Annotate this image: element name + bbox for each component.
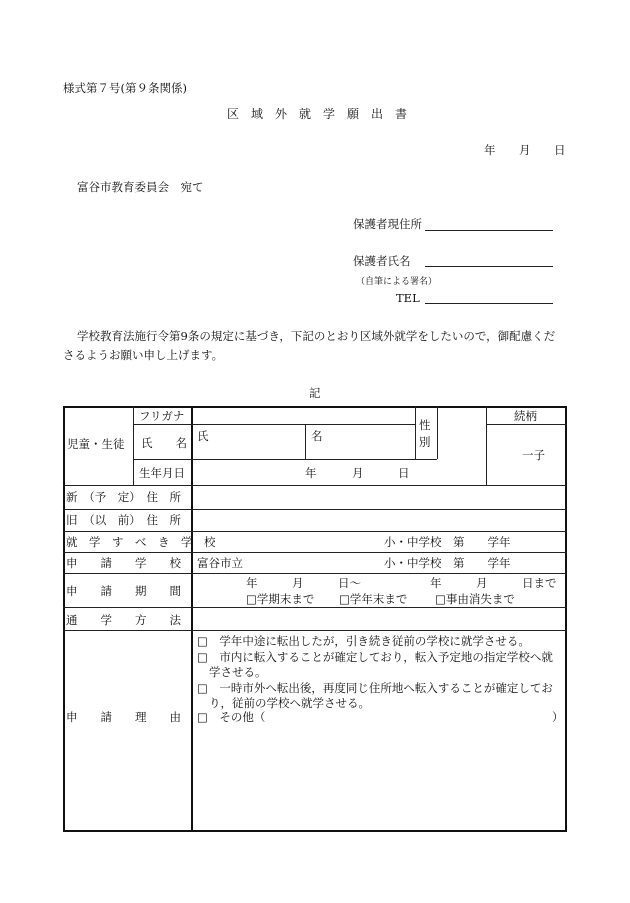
school-to-attend-value: 小・中学校 第 学年: [384, 535, 511, 549]
furigana-label: フリガナ: [139, 409, 185, 423]
col-divider-main: [191, 406, 193, 832]
addressee: 富谷市教育委員会 宛て: [77, 180, 204, 194]
col-divider-name: [305, 424, 306, 459]
row-divider: [133, 424, 415, 425]
date-year-label: 年: [484, 143, 496, 157]
guardian-address-field[interactable]: [425, 230, 553, 231]
col-divider-gender-right: [437, 406, 438, 459]
guardian-address-label: 保護者現住所: [353, 217, 422, 231]
body-line-1: 学校教育法施行令第9条の規定に基づき，下記のとおり区域外就学をしたいので，御配慮くだ: [77, 329, 556, 343]
birthdate-label: 生年月日: [139, 466, 185, 480]
date-day-label: 日: [554, 143, 566, 157]
period-option-year-end[interactable]: □学年末まで: [339, 592, 408, 606]
body-line-2: さるようお願い申し上げます。: [63, 348, 224, 362]
applying-school-label: 申 請 学 校: [66, 556, 181, 570]
birth-month-label: 月: [352, 466, 364, 480]
col-divider-relation: [486, 406, 487, 485]
date-month-label: 月: [519, 143, 531, 157]
col-divider-gender-left: [415, 406, 416, 459]
reason-option-3-cont: り，従前の学校へ就学させる。: [209, 696, 370, 710]
school-to-attend-label: 就 学 す べ き 学 校: [66, 535, 216, 549]
document-title: 区 域 外 就 学 願 出 書: [227, 107, 408, 121]
period-option-reason-end[interactable]: □事由消失まで: [435, 592, 515, 606]
name-label: 氏 名: [141, 436, 187, 450]
old-address-label: 旧 （以 前） 住 所: [66, 513, 181, 527]
guardian-name-field[interactable]: [425, 266, 553, 267]
col-divider: [133, 406, 134, 485]
reason-label: 申 請 理 由: [66, 710, 181, 724]
reason-option-4-close: ）: [552, 710, 564, 724]
period-option-term-end[interactable]: □学期末まで: [246, 592, 315, 606]
relation-label: 続柄: [514, 409, 537, 423]
applying-school-value: 小・中学校 第 学年: [384, 556, 511, 570]
row-divider: [63, 485, 567, 486]
relation-value: 一子: [522, 448, 545, 462]
reason-option-2[interactable]: □ 市内に転入することが確定しており，転入予定地の指定学校へ就: [197, 650, 553, 664]
row-divider: [63, 607, 567, 608]
tel-label: TEL: [396, 291, 420, 305]
birth-day-label: 日: [398, 466, 410, 480]
gender-label-1: 性: [419, 418, 431, 432]
commute-label: 通 学 方 法: [66, 613, 181, 627]
guardian-name-label: 保護者氏名: [353, 254, 411, 268]
reason-option-1[interactable]: □ 学年中途に転出したが，引き続き従前の学校に就学させる。: [197, 634, 530, 648]
row-divider: [63, 573, 567, 574]
row-divider: [63, 509, 567, 510]
reason-option-3[interactable]: □ 一時市外へ転出後，再度同じ住所地へ転入することが確定してお: [197, 681, 553, 695]
form-number: 様式第７号(第９条関係): [63, 81, 187, 95]
reason-option-2-cont: 学させる。: [209, 665, 267, 679]
row-divider: [133, 459, 437, 460]
period-range: 年 月 日～ 年 月 日まで: [246, 576, 557, 590]
birth-year-label: 年: [305, 466, 317, 480]
student-label: 児童・生徒: [67, 437, 125, 451]
reason-option-4[interactable]: □ その他（: [197, 710, 266, 724]
signature-note: （自筆による署名）: [356, 277, 438, 287]
applying-school-city: 富谷市立: [197, 556, 243, 570]
row-divider: [63, 531, 567, 532]
surname-label: 氏: [197, 429, 209, 443]
given-name-label: 名: [311, 429, 323, 443]
period-label: 申 請 期 間: [66, 584, 181, 598]
tel-field[interactable]: [425, 303, 553, 304]
ki-heading: 記: [309, 386, 321, 400]
row-divider: [63, 630, 567, 631]
gender-label-2: 別: [419, 435, 431, 449]
row-divider: [486, 424, 567, 425]
row-divider: [63, 552, 567, 553]
new-address-label: 新 （予 定） 住 所: [66, 490, 181, 504]
